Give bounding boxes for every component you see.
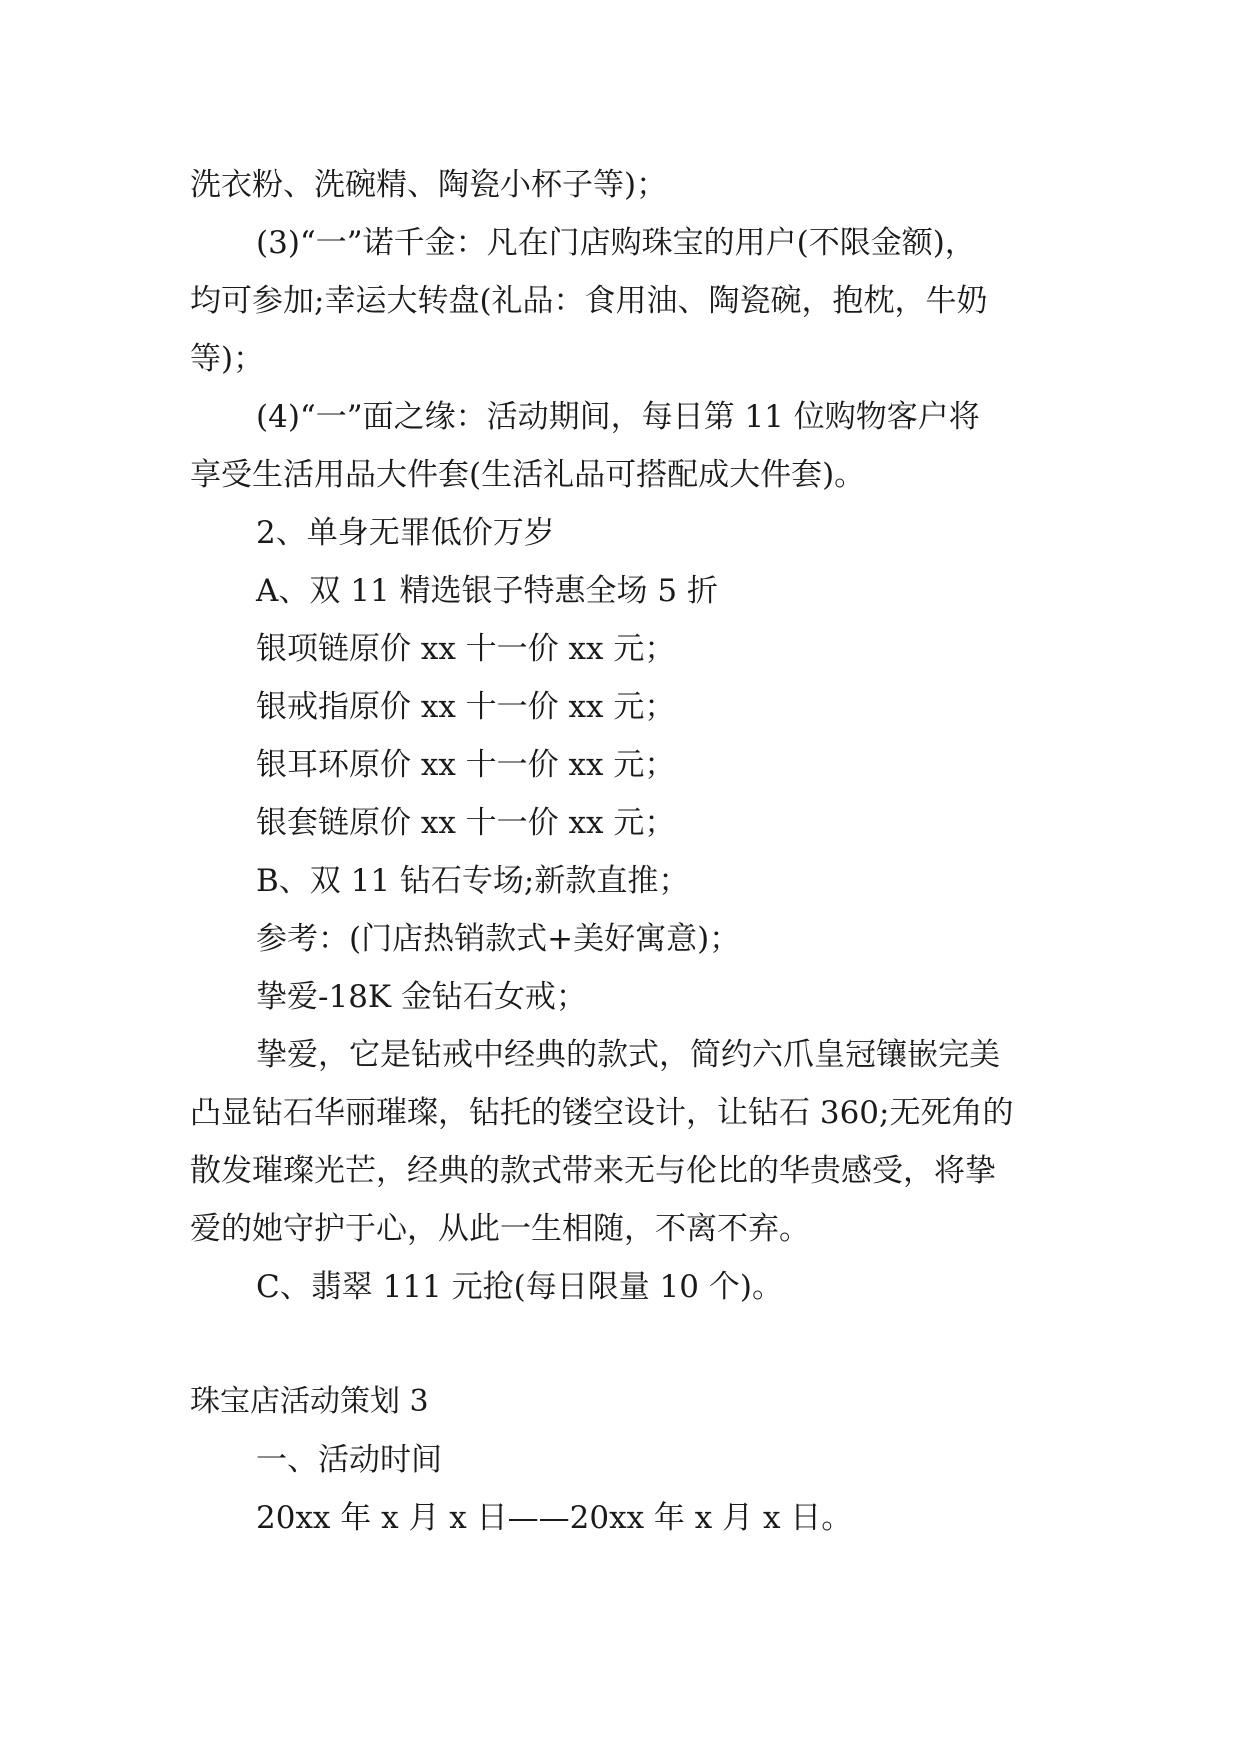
- text-line: (3)“一”诺千金：凡在门店购珠宝的用户(不限金额)，: [256, 225, 976, 261]
- text-line: 享受生活用品大件套(生活礼品可搭配成大件套)。: [190, 457, 866, 493]
- text-line: 均可参加;幸运大转盘(礼品：食用油、陶瓷碗，抱枕，牛奶: [190, 283, 988, 319]
- text-line: 挚爱-18K 金钻石女戒；: [256, 979, 587, 1015]
- text-line: 洗衣粉、洗碗精、陶瓷小杯子等)；: [190, 167, 668, 203]
- section-heading: 一、活动时间: [256, 1442, 442, 1478]
- text-line: 爱的她守护于心，从此一生相随，不离不弃。: [190, 1211, 810, 1247]
- text-line: 参考：(门店热销款式+美好寓意)；: [256, 921, 741, 957]
- text-line: 银耳环原价 xx 十一价 xx 元；: [256, 747, 676, 783]
- text-line: 等)；: [190, 341, 265, 377]
- text-line: B、双 11 钻石专场;新款直推；: [256, 863, 690, 899]
- text-line: (4)“一”面之缘：活动期间，每日第 11 位购物客户将: [256, 399, 980, 435]
- text-line: A、双 11 精选银子特惠全场 5 折: [256, 573, 718, 609]
- text-line: C、翡翠 111 元抢(每日限量 10 个)。: [256, 1269, 783, 1305]
- text-line: 银套链原价 xx 十一价 xx 元；: [256, 805, 676, 841]
- text-line: 散发璀璨光芒，经典的款式带来无与伦比的华贵感受，将挚: [190, 1153, 996, 1189]
- text-line: 银项链原价 xx 十一价 xx 元；: [256, 631, 676, 667]
- text-line: 凸显钻石华丽璀璨，钻托的镂空设计，让钻石 360;无死角的: [190, 1095, 1014, 1131]
- section-heading: 2、单身无罪低价万岁: [256, 515, 555, 551]
- section-title: 珠宝店活动策划 3: [190, 1384, 429, 1419]
- text-line: 挚爱，它是钻戒中经典的款式，简约六爪皇冠镶嵌完美: [256, 1037, 1000, 1073]
- text-line: 银戒指原价 xx 十一价 xx 元；: [256, 689, 676, 725]
- text-line: 20xx 年 x 月 x 日——20xx 年 x 月 x 日。: [256, 1500, 853, 1536]
